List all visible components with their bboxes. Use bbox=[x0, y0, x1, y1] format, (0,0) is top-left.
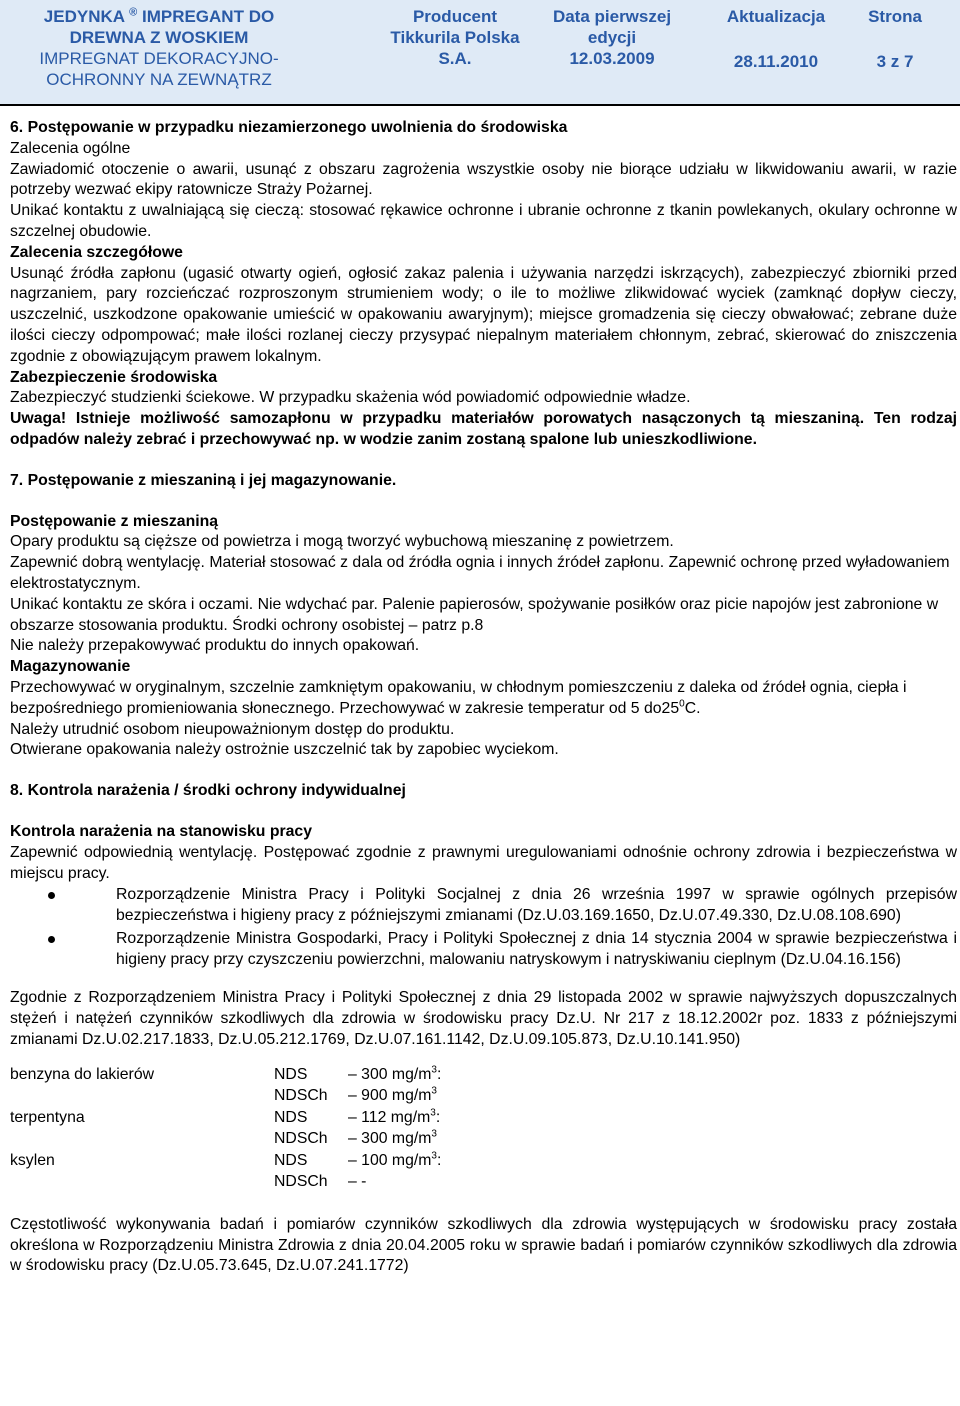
header-producer-name: Tikkurila Polska bbox=[390, 28, 520, 47]
environment-protection-title: Zabezpieczenie środowiska bbox=[10, 368, 218, 386]
header-product-line: OCHRONNY NA ZEWNĄTRZ bbox=[46, 70, 272, 89]
bullet-icon bbox=[48, 892, 55, 899]
storage-text: C. bbox=[684, 699, 701, 717]
registered-mark: ® bbox=[129, 6, 138, 19]
document-header bbox=[0, 0, 960, 106]
header-producer-label: Producent bbox=[412, 7, 498, 26]
section-8-heading: 8. Kontrola narażenia / środki ochrony indywidualnej bbox=[10, 782, 406, 800]
limit-value-text: – 100 mg/m bbox=[348, 1151, 432, 1169]
paragraph: Usunąć źródła zapłonu (ugasić otwarty ogień, ogłosić zakaz palenia i używania narzędzi iskrzących), zabezpieczyć zbiorniki przed nagrzaniem, pary rozcieńczać rozproszonym strumieniem wody; o ile to możliwe zlikwidować wyciek (zamknąć dopływ cieczy, uszczelnić, uszkodzone opakowanie umieścić w opakowaniu awaryjnym); miejsce gromadzenia się cieczy obwałować; zebrane duże ilości cieczy odpompować; małe ilości rozlanej cieczy przysypać niepalnym materiałem chłonnym, zebrać, skierować do zniszczenia zgodnie z obowiązującym prawem lokalnym. bbox=[10, 264, 957, 365]
header-product-line: IMPREGANT DO bbox=[141, 7, 275, 26]
header-product-line: DREWNA Z WOSKIEM bbox=[69, 28, 249, 47]
limit-type: NDSCh bbox=[274, 1086, 328, 1104]
limit-value-text: – 112 mg/m bbox=[348, 1108, 431, 1126]
limit-type: NDS bbox=[274, 1151, 308, 1169]
limit-type: NDSCh bbox=[274, 1172, 328, 1190]
header-page bbox=[854, 6, 936, 72]
substance-name: terpentyna bbox=[10, 1108, 85, 1126]
limit-value bbox=[348, 1151, 441, 1172]
header-page-number: 3 z 7 bbox=[876, 52, 914, 71]
limit-value bbox=[348, 1129, 437, 1150]
limit-value-text: – 300 mg/m bbox=[348, 1129, 432, 1147]
storage-text: Przechowywać w oryginalnym, szczelnie zamkniętym opakowaniu, w chłodnym pomieszczeniu z daleka od źródeł ognia, ciepła i bezpośredniego promieniowania słonecznego. Przechowywać w zakresie temperatur od 5 do25 bbox=[10, 678, 907, 717]
detailed-recommendations-title: Zalecenia szczegółowe bbox=[10, 243, 183, 261]
paragraph: Unikać kontaktu ze skóra i oczami. Nie wdychać par. Palenie papierosów, spożywanie posiłków oraz picie napojów jest zabronione w obszarze stosowania produktu. Środki ochrony osobistej – patrz p.8 bbox=[10, 595, 939, 634]
limit-type: NDS bbox=[274, 1108, 308, 1126]
limit-value-text: – 900 mg/m bbox=[348, 1086, 432, 1104]
list-item-text: Rozporządzenie Ministra Gospodarki, Pracy i Polityki Społecznej z dnia 14 stycznia 2004 w sprawie bezpieczeństwa i higieny pracy przy czyszczeniu powierzchni, malowaniu natryskowym i natryskiwaniu cieplnym (Dz.U.04.16.156) bbox=[116, 929, 957, 968]
header-first-edition-label: Data pierwszej bbox=[552, 7, 672, 26]
header-update-label: Aktualizacja bbox=[726, 7, 826, 26]
unit-exponent: 3 bbox=[431, 1085, 437, 1097]
header-first-edition-date: 12.03.2009 bbox=[569, 49, 655, 68]
substance-name: ksylen bbox=[10, 1151, 55, 1169]
paragraph: Zapewnić odpowiednią wentylację. Postępować zgodnie z prawnymi uregulowaniami odnośnie ochrony zdrowia i bezpieczeństwa w miejscu pracy. bbox=[10, 843, 957, 882]
unit-exponent: 3 bbox=[431, 1064, 437, 1076]
warning-paragraph: Uwaga! Istnieje możliwość samozapłonu w przypadku materiałów porowatych nasączonych tą mieszaniną. Ten rodzaj odpadów należy zebrać i przechowywać np. w wodzie zanim zostaną spalone lub unieszkodliwione. bbox=[10, 410, 957, 448]
unit-exponent: 3 bbox=[431, 1128, 437, 1140]
paragraph: Zapewnić dobrą wentylację. Materiał stosować z dala od źródła ognia i innych źródeł zapłonu. Zapewnić ochronę przed wyładowaniem elektrostatycznym. bbox=[10, 554, 950, 592]
paragraph: Zawiadomić otoczenie o awarii, usunąć z obszaru zagrożenia wszystkie osoby nie biorące udziału w likwidowaniu awarii, w razie potrzeby wezwać ekipy ratownicze Straży Pożarnej. bbox=[10, 160, 957, 199]
limit-value-tail: : bbox=[436, 1065, 442, 1083]
document-body bbox=[10, 118, 957, 1277]
list-item-text: Rozporządzenie Ministra Pracy i Polityki Socjalnej z dnia 26 września 1997 w sprawie ogólnych przepisów bezpieczeństwa i higieny pracy z późniejszymi zmianami (Dz.U.03.169.1650, Dz.U.07.49.330, Dz.U.08.108.690) bbox=[116, 886, 957, 925]
limit-type: NDSCh bbox=[274, 1129, 328, 1147]
limit-value-tail: : bbox=[436, 1151, 442, 1169]
header-product-line: JEDYNKA bbox=[43, 7, 125, 26]
degree-superscript: 0 bbox=[679, 698, 685, 710]
regulation-list bbox=[10, 885, 957, 970]
paragraph: Unikać kontaktu z uwalniającą się cieczą: stosować rękawice ochronne i ubranie ochronne z tkanin powlekanych, okulary ochronne w szczelnej obudowie. bbox=[10, 202, 957, 240]
limit-value bbox=[348, 1065, 441, 1086]
paragraph: Otwierane opakowania należy ostrożnie uszczelnić tak by zapobiec wyciekom. bbox=[10, 741, 559, 759]
paragraph: Opary produktu są cięższe od powietrza i mogą tworzyć wybuchową mieszaninę z powietrzem. bbox=[10, 533, 674, 551]
limit-type: NDS bbox=[274, 1065, 308, 1083]
exposure-limits bbox=[10, 1065, 957, 1215]
header-product-line: IMPREGNAT DEKORACYJNO- bbox=[39, 49, 279, 68]
paragraph: Nie należy przepakowywać produktu do innych opakowań. bbox=[10, 637, 420, 655]
header-page-label: Strona bbox=[868, 7, 922, 26]
list-item bbox=[10, 929, 957, 971]
paragraph: Zabezpieczyć studzienki ściekowe. W przypadku skażenia wód powiadomić odpowiednie władze. bbox=[10, 389, 691, 407]
unit-exponent: 3 bbox=[431, 1150, 437, 1162]
header-first-edition-label: edycji bbox=[587, 28, 637, 47]
section-6-heading: 6. Postępowanie w przypadku niezamierzonego uwolnienia do środowiska bbox=[10, 119, 568, 136]
handling-title: Postępowanie z mieszaniną bbox=[10, 512, 219, 530]
unit-exponent: 3 bbox=[430, 1107, 436, 1119]
limit-value bbox=[348, 1108, 440, 1129]
paragraph bbox=[10, 678, 957, 720]
limit-value: – - bbox=[348, 1172, 367, 1190]
section-7-heading: 7. Postępowanie z mieszaniną i jej magazynowanie. bbox=[10, 471, 397, 489]
paragraph: Częstotliwość wykonywania badań i pomiarów czynników szkodliwych dla zdrowia występujących w środowisku pracy została określona w Rozporządzeniu Ministra Zdrowia z dnia 20.04.2005 roku w sprawie badań i pomiarów czynników szkodliwych dla zdrowia w środowisku pracy (Dz.U.05.73.645, Dz.U.07.241.1772) bbox=[10, 1215, 957, 1275]
header-product-name bbox=[6, 6, 312, 90]
header-update bbox=[712, 6, 840, 72]
limit-value-text: – 300 mg/m bbox=[348, 1065, 432, 1083]
header-first-edition bbox=[548, 6, 676, 69]
header-producer bbox=[390, 6, 520, 69]
paragraph: Zgodnie z Rozporządzeniem Ministra Pracy i Polityki Społecznej z dnia 29 listopada 2002 w sprawie najwyższych dopuszczalnych stężeń i natężeń czynników szkodliwych dla zdrowia w środowisku pracy Dz.U. Nr 217 z 18.12.2002r poz. 1833 z późniejszymi zmianami Dz.U.02.217.1833, Dz.U.05.212.1769, Dz.U.07.161.1142, Dz.U.09.105.873, Dz.U.10.141.950) bbox=[10, 989, 957, 1049]
limit-value-tail: : bbox=[435, 1108, 441, 1126]
general-recommendations-title: Zalecenia ogólne bbox=[10, 139, 131, 157]
substance-name: benzyna do lakierów bbox=[10, 1065, 155, 1083]
workplace-control-title: Kontrola narażenia na stanowisku pracy bbox=[10, 822, 312, 840]
bullet-icon bbox=[48, 936, 55, 943]
list-item bbox=[10, 885, 957, 927]
storage-title: Magazynowanie bbox=[10, 658, 131, 676]
limit-value bbox=[348, 1086, 437, 1107]
paragraph: Należy utrudnić osobom nieupoważnionym dostęp do produktu. bbox=[10, 720, 455, 738]
header-update-date: 28.11.2010 bbox=[733, 52, 819, 71]
header-producer-name: S.A. bbox=[438, 49, 472, 68]
